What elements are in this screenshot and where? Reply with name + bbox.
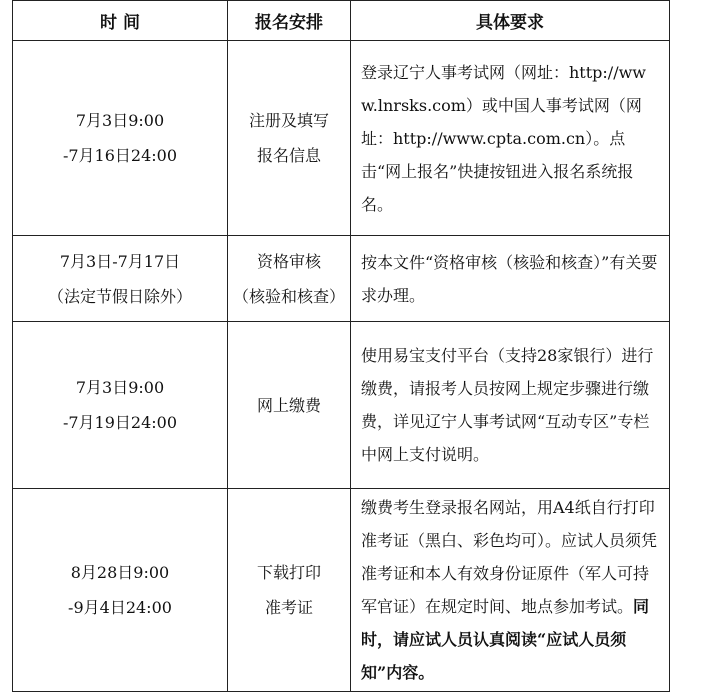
plan-line: 下载打印 (256, 563, 321, 582)
time-line: -9月4日24:00 (68, 598, 172, 617)
plan-cell (228, 236, 351, 322)
time-line: -7月16日24:00 (62, 146, 178, 165)
table-row (13, 322, 670, 489)
header-plan: 报名安排 (228, 1, 351, 41)
plan-line: 注册及填写 (248, 111, 329, 130)
requirement-text: 登录辽宁人事考试网（网址：http://www.lnrsks.com）或中国人事考试网（网址：http://www.cpta.com.cn）。点击“网上报名”快捷按钮进入报名系统报名。 (361, 62, 646, 214)
header-requirement: 具体要求 (351, 1, 670, 41)
table-row (13, 236, 670, 322)
time-line: -7月19日24:00 (62, 413, 178, 432)
plan-cell (228, 489, 351, 692)
time-line: 7月3日9:00 (75, 378, 165, 397)
requirement-cell (351, 41, 670, 236)
time-line: 7月3日-7月17日 (59, 251, 181, 271)
plan-line: 资格审核 (256, 251, 321, 271)
plan-line: 网上缴费 (256, 395, 321, 415)
time-cell (13, 41, 228, 236)
plan-line: （核验和核查） (232, 286, 345, 306)
table-row (13, 41, 670, 236)
requirement-text: 缴费考生登录报名网站，用A4纸自行打印准考证（黑白、彩色均可）。应试人员须凭准考证和本人有效身份证原件（军人可持军官证）在规定时间、地点参加考试。 (361, 498, 658, 616)
requirement-cell (351, 236, 670, 322)
plan-cell (228, 41, 351, 236)
time-line: （法定节假日除外） (47, 286, 192, 306)
table-header-row (13, 1, 670, 41)
plan-line: 准考证 (264, 598, 313, 617)
requirement-bold-text: 同时，请应试人员认真阅读“应试人员须知”内容。 (361, 597, 650, 682)
requirement-text: 按本文件“资格审核（核验和核查）”有关要求办理。 (361, 252, 658, 305)
requirement-cell (351, 322, 670, 489)
time-line: 7月3日9:00 (75, 111, 165, 130)
plan-line: 报名信息 (256, 146, 321, 165)
header-time: 时 间 (13, 1, 228, 41)
time-line: 8月28日9:00 (70, 563, 170, 582)
time-cell (13, 489, 228, 692)
plan-cell (228, 322, 351, 489)
requirement-text: 使用易宝支付平台（支持28家银行）进行缴费，请报考人员按网上规定步骤进行缴费，详见辽宁人事考试网“互动专区”专栏中网上支付说明。 (361, 346, 654, 464)
table-row (13, 489, 670, 692)
registration-schedule-table (12, 0, 670, 692)
time-cell (13, 322, 228, 489)
time-cell (13, 236, 228, 322)
requirement-cell (351, 489, 670, 692)
